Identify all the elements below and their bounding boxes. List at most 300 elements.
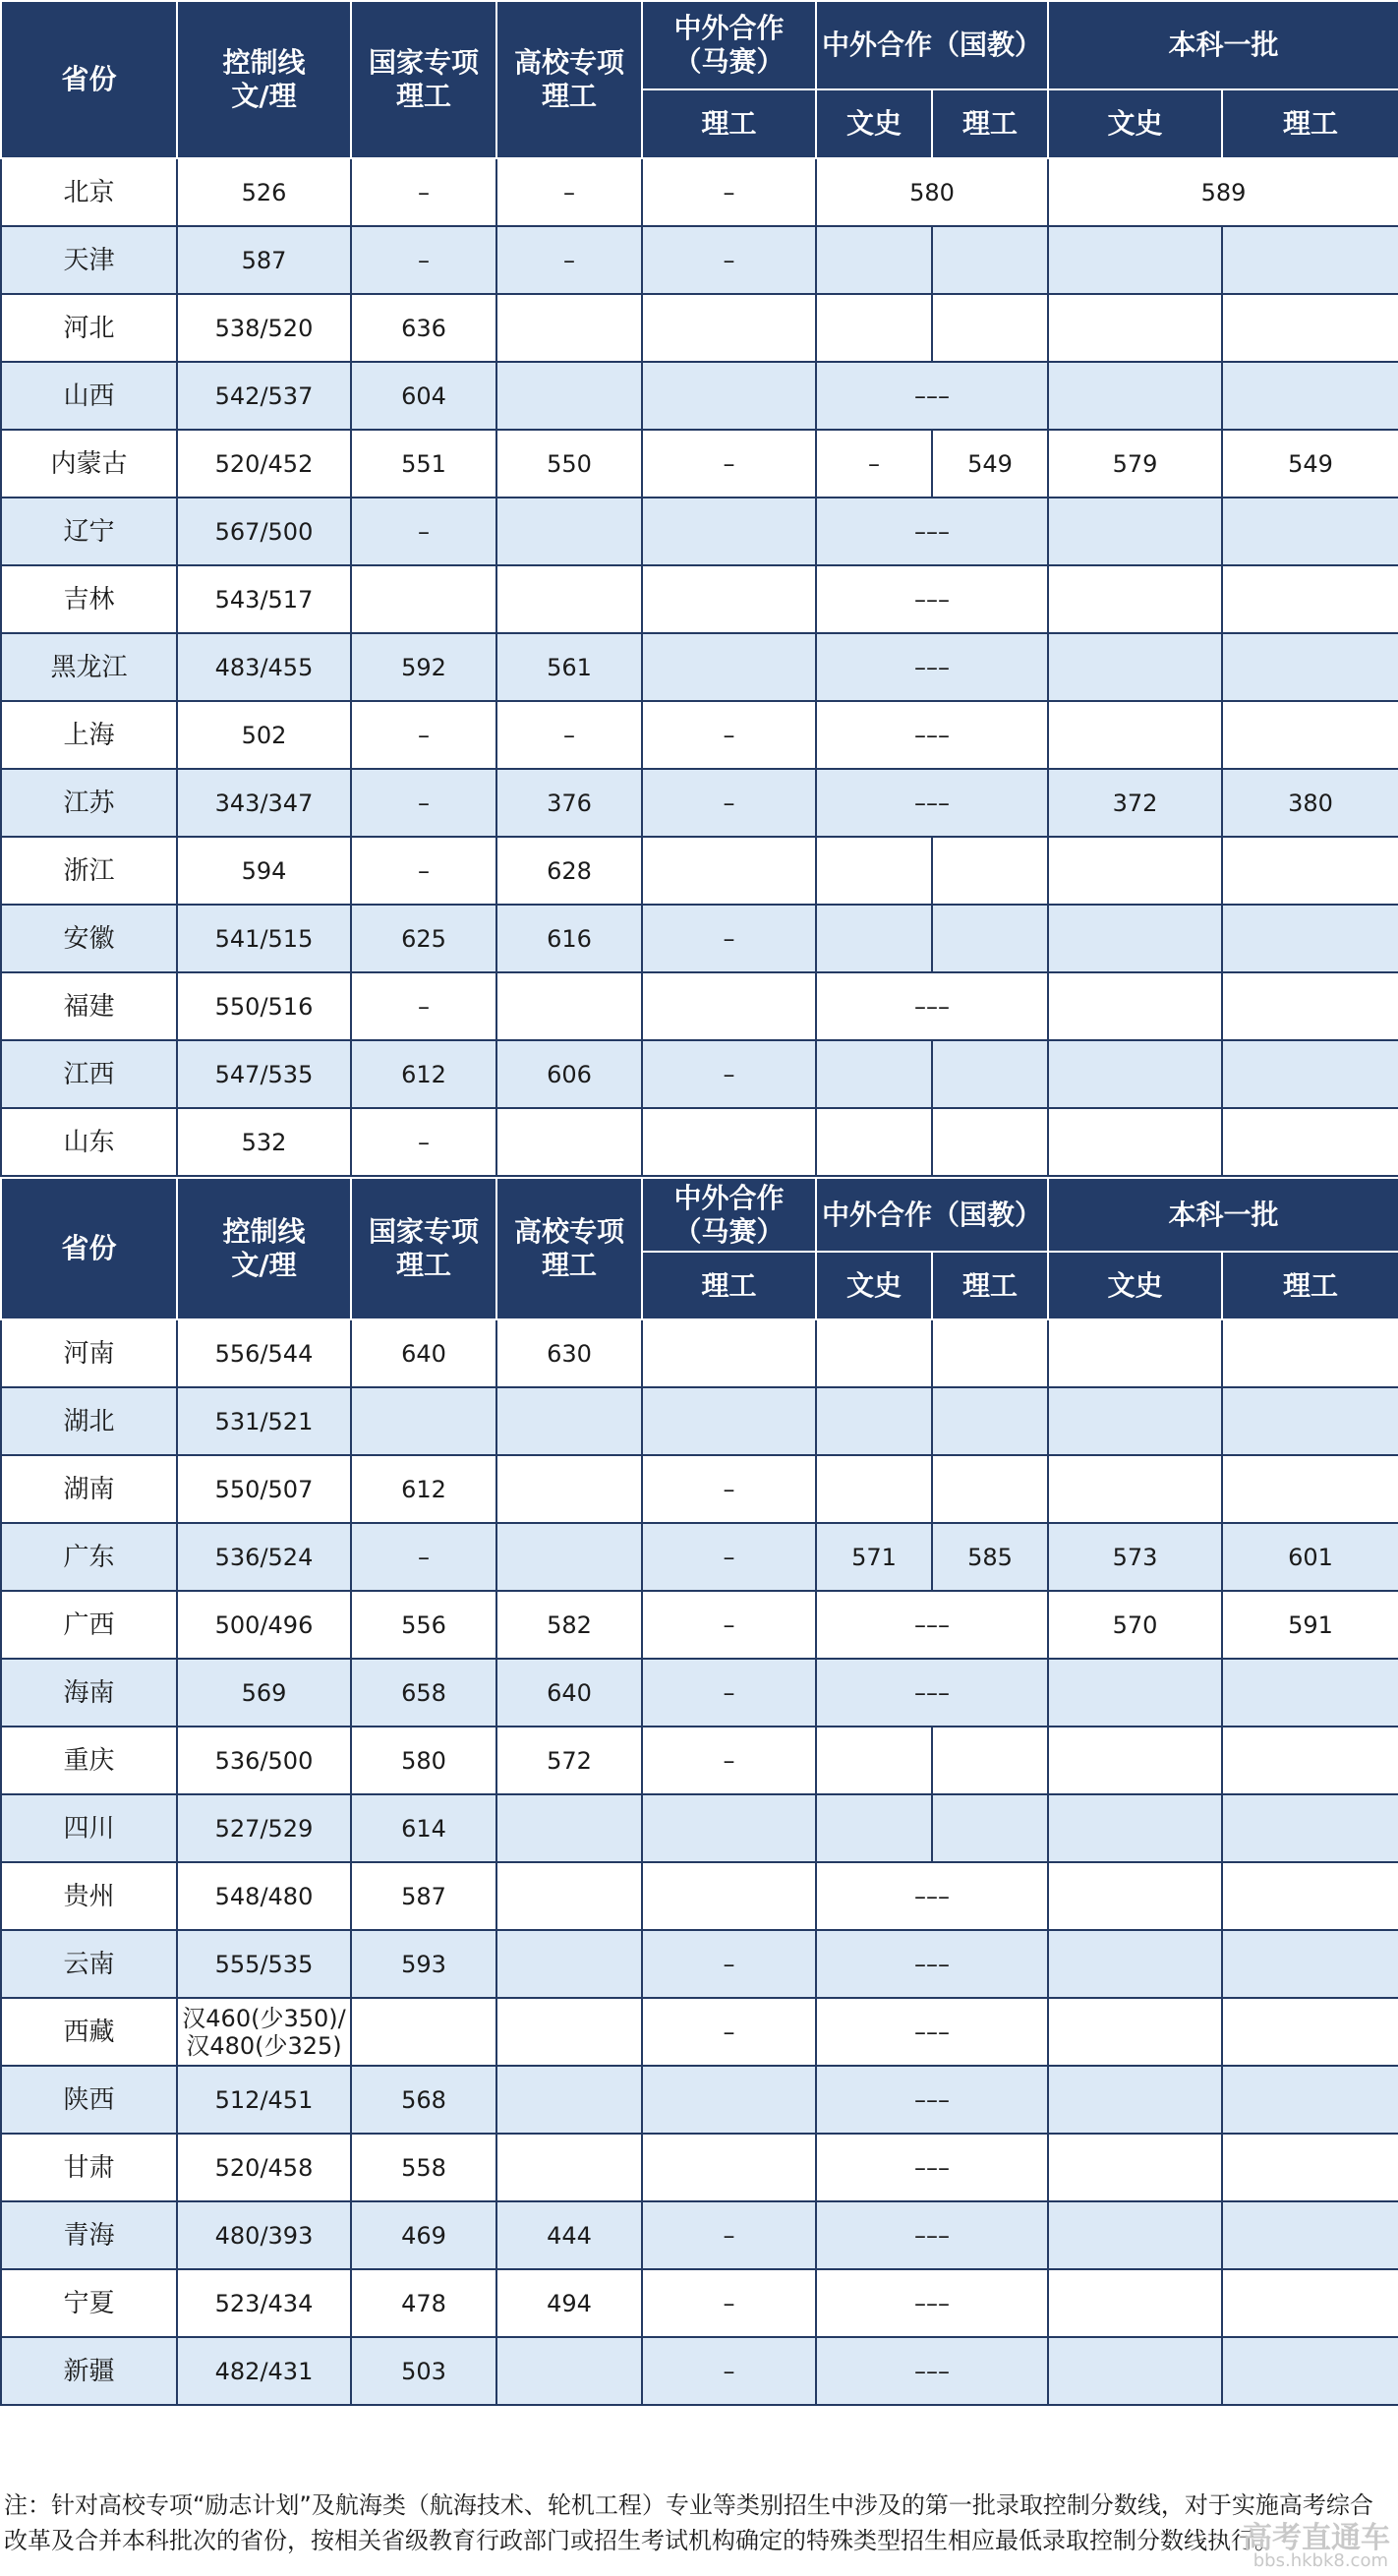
- score-cell: –––: [816, 2066, 1048, 2134]
- score-cell: –––: [816, 2134, 1048, 2201]
- header-sino-foreign-ms: 中外合作 （马赛）: [642, 1178, 816, 1252]
- table-row: [1, 837, 1398, 905]
- score-cell: 汉460(少350)/ 汉480(少325): [177, 1998, 351, 2066]
- score-cell: [1048, 1794, 1222, 1862]
- score-cell: 625: [351, 905, 496, 972]
- sub-wenshi: 文史: [1048, 89, 1222, 158]
- score-cell: 572: [496, 1727, 642, 1794]
- score-cell: [496, 1455, 642, 1523]
- score-cell: [642, 1862, 816, 1930]
- score-cell: 526: [177, 158, 351, 226]
- score-cell: [1222, 2066, 1398, 2134]
- score-cell: [932, 837, 1048, 905]
- table-row: [1, 972, 1398, 1040]
- score-cell: –: [351, 837, 496, 905]
- score-cell: [496, 498, 642, 565]
- table-row: [1, 1387, 1398, 1455]
- score-cell: 556: [351, 1591, 496, 1659]
- score-cell: –: [351, 226, 496, 294]
- score-cell: 550/507: [177, 1455, 351, 1523]
- score-cell: 640: [496, 1659, 642, 1727]
- score-cell: –: [642, 1659, 816, 1727]
- score-cell: –––: [816, 972, 1048, 1040]
- score-cell: 531/521: [177, 1387, 351, 1455]
- score-cell: –––: [816, 633, 1048, 701]
- score-cell: [1222, 1862, 1398, 1930]
- province-cell: 天津: [1, 226, 177, 294]
- score-cell: [1048, 362, 1222, 430]
- table-row: [1, 2134, 1398, 2201]
- score-cell: [1048, 1659, 1222, 1727]
- score-cell: [1222, 1040, 1398, 1108]
- province-cell: 山东: [1, 1108, 177, 1176]
- province-cell: 贵州: [1, 1862, 177, 1930]
- score-cell: –: [351, 1523, 496, 1591]
- score-cell: [496, 1794, 642, 1862]
- score-cell: –: [816, 430, 932, 498]
- score-cell: 658: [351, 1659, 496, 1727]
- score-cell: 523/434: [177, 2269, 351, 2337]
- score-cell: [1222, 226, 1398, 294]
- score-cell: 512/451: [177, 2066, 351, 2134]
- footnote: 注：针对高校专项“励志计划”及航海类（航海技术、轮机工程）专业等类别招生中涉及的第一批录取控制分数线，对于实施高考综合改革及合并本科批次的省份，按相关省级教育行政部门或招生考试机构确定的特殊类型招生相应最低录取控制分数线执行。: [4, 2491, 1373, 2554]
- score-cell: [816, 905, 932, 972]
- score-cell: [1222, 905, 1398, 972]
- score-cell: –: [642, 769, 816, 837]
- province-cell: 河北: [1, 294, 177, 362]
- province-cell: 浙江: [1, 837, 177, 905]
- score-cell: 541/515: [177, 905, 351, 972]
- score-cell: [642, 498, 816, 565]
- header-province: 省份: [1, 1178, 177, 1319]
- score-cell: [932, 294, 1048, 362]
- score-cell: 556/544: [177, 1319, 351, 1387]
- score-cell: [496, 1523, 642, 1591]
- score-cell: –: [351, 701, 496, 769]
- score-cell: [1048, 633, 1222, 701]
- score-cell: 482/431: [177, 2337, 351, 2405]
- score-cell: [1222, 498, 1398, 565]
- score-cell: 567/500: [177, 498, 351, 565]
- table-row: [1, 633, 1398, 701]
- score-cell: [496, 565, 642, 633]
- table-row: [1, 226, 1398, 294]
- score-cell: 568: [351, 2066, 496, 2134]
- province-cell: 吉林: [1, 565, 177, 633]
- header-college-special: 高校专项 理工: [496, 1, 642, 158]
- table-row: [1, 1523, 1398, 1591]
- score-cell: 550/516: [177, 972, 351, 1040]
- province-cell: 安徽: [1, 905, 177, 972]
- header-first-batch: 本科一批: [1048, 1178, 1398, 1252]
- score-cell: –: [351, 1108, 496, 1176]
- score-cell: [1222, 2269, 1398, 2337]
- score-cell: 640: [351, 1319, 496, 1387]
- province-cell: 山西: [1, 362, 177, 430]
- score-cell: [816, 1387, 932, 1455]
- score-cell: –: [496, 226, 642, 294]
- score-cell: 547/535: [177, 1040, 351, 1108]
- score-cell: –––: [816, 701, 1048, 769]
- score-cell: 570: [1048, 1591, 1222, 1659]
- score-cell: [496, 1930, 642, 1998]
- score-cell: 549: [932, 430, 1048, 498]
- province-cell: 四川: [1, 1794, 177, 1862]
- score-cell: –: [642, 2201, 816, 2269]
- table-row: [1, 1108, 1398, 1176]
- score-cell: [1222, 701, 1398, 769]
- score-cell: [1048, 2269, 1222, 2337]
- score-cell: –: [496, 158, 642, 226]
- table-row: [1, 2201, 1398, 2269]
- score-table-2: [0, 1177, 1398, 2406]
- score-cell: [1222, 362, 1398, 430]
- score-cell: 589: [1048, 158, 1398, 226]
- score-cell: 380: [1222, 769, 1398, 837]
- score-cell: [642, 2134, 816, 2201]
- header-college-special: 高校专项 理工: [496, 1178, 642, 1319]
- score-cell: [496, 2134, 642, 2201]
- score-cell: –: [642, 1930, 816, 1998]
- score-cell: [1222, 2337, 1398, 2405]
- score-cell: [496, 1108, 642, 1176]
- province-cell: 新疆: [1, 2337, 177, 2405]
- province-cell: 内蒙古: [1, 430, 177, 498]
- score-cell: [1048, 905, 1222, 972]
- table-row: [1, 1998, 1398, 2066]
- score-cell: 612: [351, 1455, 496, 1523]
- table-row: [1, 2269, 1398, 2337]
- score-cell: 636: [351, 294, 496, 362]
- province-cell: 广东: [1, 1523, 177, 1591]
- score-cell: 551: [351, 430, 496, 498]
- province-cell: 湖北: [1, 1387, 177, 1455]
- table-row: [1, 1659, 1398, 1727]
- score-cell: 343/347: [177, 769, 351, 837]
- header-national-special: 国家专项 理工: [351, 1178, 496, 1319]
- score-cell: 542/537: [177, 362, 351, 430]
- score-cell: 569: [177, 1659, 351, 1727]
- score-cell: 536/524: [177, 1523, 351, 1591]
- score-cell: [1222, 972, 1398, 1040]
- score-cell: [1222, 1319, 1398, 1387]
- table-row: [1, 1455, 1398, 1523]
- score-cell: [932, 905, 1048, 972]
- score-cell: 604: [351, 362, 496, 430]
- sub-wenshi: 文史: [1048, 1252, 1222, 1319]
- score-cell: 500/496: [177, 1591, 351, 1659]
- score-cell: –––: [816, 2201, 1048, 2269]
- watermark-url: bbs.hkbk8.com: [1252, 2550, 1388, 2571]
- province-cell: 云南: [1, 1930, 177, 1998]
- score-cell: –: [642, 2337, 816, 2405]
- sub-ligong: 理工: [932, 1252, 1048, 1319]
- province-cell: 海南: [1, 1659, 177, 1727]
- score-cell: 612: [351, 1040, 496, 1108]
- score-cell: [1222, 565, 1398, 633]
- score-cell: [1048, 2337, 1222, 2405]
- score-cell: [1048, 294, 1222, 362]
- table-header-row: [1, 1, 1398, 89]
- score-cell: [1222, 2201, 1398, 2269]
- table-row: [1, 158, 1398, 226]
- score-cell: [1048, 1040, 1222, 1108]
- score-cell: [932, 1319, 1048, 1387]
- score-cell: [816, 1455, 932, 1523]
- score-cell: [642, 2066, 816, 2134]
- sub-wenshi: 文史: [816, 89, 932, 158]
- score-cell: 520/452: [177, 430, 351, 498]
- score-cell: –: [642, 2269, 816, 2337]
- score-cell: 591: [1222, 1591, 1398, 1659]
- score-cell: [642, 837, 816, 905]
- score-cell: 548/480: [177, 1862, 351, 1930]
- table-row: [1, 701, 1398, 769]
- score-cell: 573: [1048, 1523, 1222, 1591]
- score-cell: 538/520: [177, 294, 351, 362]
- province-cell: 江西: [1, 1040, 177, 1108]
- score-cell: [816, 1108, 932, 1176]
- score-cell: 592: [351, 633, 496, 701]
- score-cell: [1222, 633, 1398, 701]
- score-cell: [1048, 2201, 1222, 2269]
- province-cell: 重庆: [1, 1727, 177, 1794]
- score-cell: 372: [1048, 769, 1222, 837]
- table-row: [1, 1862, 1398, 1930]
- watermark-logo: 高考直通车: [1243, 2521, 1390, 2555]
- header-control-line: 控制线 文/理: [177, 1178, 351, 1319]
- table-row: [1, 1319, 1398, 1387]
- province-cell: 陕西: [1, 2066, 177, 2134]
- score-cell: –––: [816, 1659, 1048, 1727]
- score-cell: –: [642, 430, 816, 498]
- table-row: [1, 769, 1398, 837]
- score-cell: [496, 362, 642, 430]
- score-cell: [496, 972, 642, 1040]
- score-cell: [1048, 972, 1222, 1040]
- header-province: 省份: [1, 1, 177, 158]
- score-cell: –––: [816, 2337, 1048, 2405]
- score-table-1: [0, 0, 1398, 1177]
- header-sino-foreign-ms: 中外合作 （马赛）: [642, 1, 816, 89]
- score-cell: 558: [351, 2134, 496, 2201]
- score-cell: 549: [1222, 430, 1398, 498]
- header-national-special: 国家专项 理工: [351, 1, 496, 158]
- score-cell: –: [351, 769, 496, 837]
- score-cell: 614: [351, 1794, 496, 1862]
- header-sino-foreign-guojiao: 中外合作（国教）: [816, 1, 1048, 89]
- table-row: [1, 294, 1398, 362]
- score-cell: [496, 2337, 642, 2405]
- score-cell: [816, 837, 932, 905]
- score-cell: [1048, 2134, 1222, 2201]
- score-cell: [1222, 1998, 1398, 2066]
- table-row: [1, 565, 1398, 633]
- score-cell: –: [642, 1040, 816, 1108]
- table-row: [1, 1591, 1398, 1659]
- score-cell: 561: [496, 633, 642, 701]
- score-cell: 483/455: [177, 633, 351, 701]
- province-cell: 甘肃: [1, 2134, 177, 2201]
- score-cell: [642, 1319, 816, 1387]
- score-cell: 527/529: [177, 1794, 351, 1862]
- province-cell: 西藏: [1, 1998, 177, 2066]
- score-cell: [1048, 2066, 1222, 2134]
- score-cell: [496, 1862, 642, 1930]
- score-cell: 594: [177, 837, 351, 905]
- score-cell: [1048, 1930, 1222, 1998]
- score-cell: 630: [496, 1319, 642, 1387]
- province-cell: 湖南: [1, 1455, 177, 1523]
- score-cell: 606: [496, 1040, 642, 1108]
- score-cell: –––: [816, 2269, 1048, 2337]
- score-cell: –: [351, 972, 496, 1040]
- score-cell: [816, 1040, 932, 1108]
- table-row: [1, 1727, 1398, 1794]
- score-cell: 444: [496, 2201, 642, 2269]
- score-cell: [496, 294, 642, 362]
- score-cell: [1048, 498, 1222, 565]
- score-cell: [351, 1387, 496, 1455]
- score-cell: 580: [816, 158, 1048, 226]
- score-cell: [642, 294, 816, 362]
- score-cell: –––: [816, 1930, 1048, 1998]
- header-sino-foreign-guojiao: 中外合作（国教）: [816, 1178, 1048, 1252]
- score-cell: [1222, 1455, 1398, 1523]
- score-cell: 543/517: [177, 565, 351, 633]
- score-cell: 571: [816, 1523, 932, 1591]
- score-cell: [1048, 226, 1222, 294]
- score-cell: 478: [351, 2269, 496, 2337]
- score-cell: [1048, 1108, 1222, 1176]
- score-cell: –: [642, 905, 816, 972]
- score-cell: 587: [177, 226, 351, 294]
- score-cell: 494: [496, 2269, 642, 2337]
- province-cell: 宁夏: [1, 2269, 177, 2337]
- sub-ligong: 理工: [1222, 1252, 1398, 1319]
- score-cell: [1048, 1387, 1222, 1455]
- score-cell: [932, 1387, 1048, 1455]
- score-cell: 582: [496, 1591, 642, 1659]
- score-cell: [642, 362, 816, 430]
- score-cell: –: [642, 1591, 816, 1659]
- score-cell: [1222, 1930, 1398, 1998]
- score-cell: –––: [816, 1862, 1048, 1930]
- score-cell: 550: [496, 430, 642, 498]
- table-row: [1, 1930, 1398, 1998]
- table-row: [1, 905, 1398, 972]
- province-cell: 广西: [1, 1591, 177, 1659]
- table-row: [1, 1040, 1398, 1108]
- score-cell: –: [351, 498, 496, 565]
- score-cell: [932, 226, 1048, 294]
- score-cell: 555/535: [177, 1930, 351, 1998]
- score-cell: –––: [816, 769, 1048, 837]
- table-row: [1, 2066, 1398, 2134]
- province-cell: 江苏: [1, 769, 177, 837]
- score-cell: 536/500: [177, 1727, 351, 1794]
- score-cell: [932, 1040, 1048, 1108]
- score-cell: –––: [816, 565, 1048, 633]
- sub-ligong: 理工: [932, 89, 1048, 158]
- score-cell: [1222, 1659, 1398, 1727]
- score-cell: [932, 1727, 1048, 1794]
- score-cell: [1048, 1862, 1222, 1930]
- score-cell: [1048, 837, 1222, 905]
- score-cell: [1048, 701, 1222, 769]
- score-cell: –: [496, 701, 642, 769]
- score-cell: [1048, 1998, 1222, 2066]
- score-cell: 502: [177, 701, 351, 769]
- score-cell: [1048, 565, 1222, 633]
- province-cell: 福建: [1, 972, 177, 1040]
- score-cell: –––: [816, 1998, 1048, 2066]
- table-row: [1, 362, 1398, 430]
- score-cell: –––: [816, 362, 1048, 430]
- score-cell: 585: [932, 1523, 1048, 1591]
- score-cell: 601: [1222, 1523, 1398, 1591]
- score-cell: [1222, 1794, 1398, 1862]
- table-row: [1, 430, 1398, 498]
- score-cell: 593: [351, 1930, 496, 1998]
- score-cell: –: [642, 1998, 816, 2066]
- score-cell: 376: [496, 769, 642, 837]
- province-cell: 黑龙江: [1, 633, 177, 701]
- header-control-line: 控制线 文/理: [177, 1, 351, 158]
- score-cell: [816, 1794, 932, 1862]
- score-cell: [1222, 1387, 1398, 1455]
- score-cell: [1048, 1319, 1222, 1387]
- score-cell: 628: [496, 837, 642, 905]
- score-cell: [642, 1794, 816, 1862]
- score-cell: 532: [177, 1108, 351, 1176]
- score-cell: –––: [816, 498, 1048, 565]
- score-cell: [496, 1998, 642, 2066]
- score-cell: 587: [351, 1862, 496, 1930]
- score-cell: –: [642, 226, 816, 294]
- score-cell: 480/393: [177, 2201, 351, 2269]
- score-cell: –: [642, 1523, 816, 1591]
- score-cell: [1222, 2134, 1398, 2201]
- score-cell: [642, 972, 816, 1040]
- score-cell: [1222, 294, 1398, 362]
- score-cell: [932, 1108, 1048, 1176]
- table-row: [1, 1794, 1398, 1862]
- sub-ligong: 理工: [642, 89, 816, 158]
- score-cell: [932, 1455, 1048, 1523]
- score-cell: [642, 633, 816, 701]
- score-cell: [642, 1108, 816, 1176]
- sub-wenshi: 文史: [816, 1252, 932, 1319]
- table-header-row: [1, 1178, 1398, 1252]
- score-cell: 469: [351, 2201, 496, 2269]
- score-cell: –: [642, 158, 816, 226]
- score-cell: 503: [351, 2337, 496, 2405]
- score-cell: [1048, 1727, 1222, 1794]
- province-cell: 青海: [1, 2201, 177, 2269]
- score-cell: [1222, 837, 1398, 905]
- score-cell: [932, 1794, 1048, 1862]
- sub-ligong: 理工: [642, 1252, 816, 1319]
- province-cell: 河南: [1, 1319, 177, 1387]
- score-cell: –: [642, 1727, 816, 1794]
- sub-ligong: 理工: [1222, 89, 1398, 158]
- table-row: [1, 498, 1398, 565]
- score-cell: –: [642, 1455, 816, 1523]
- score-cell: [816, 226, 932, 294]
- score-cell: [642, 1387, 816, 1455]
- score-cell: [816, 294, 932, 362]
